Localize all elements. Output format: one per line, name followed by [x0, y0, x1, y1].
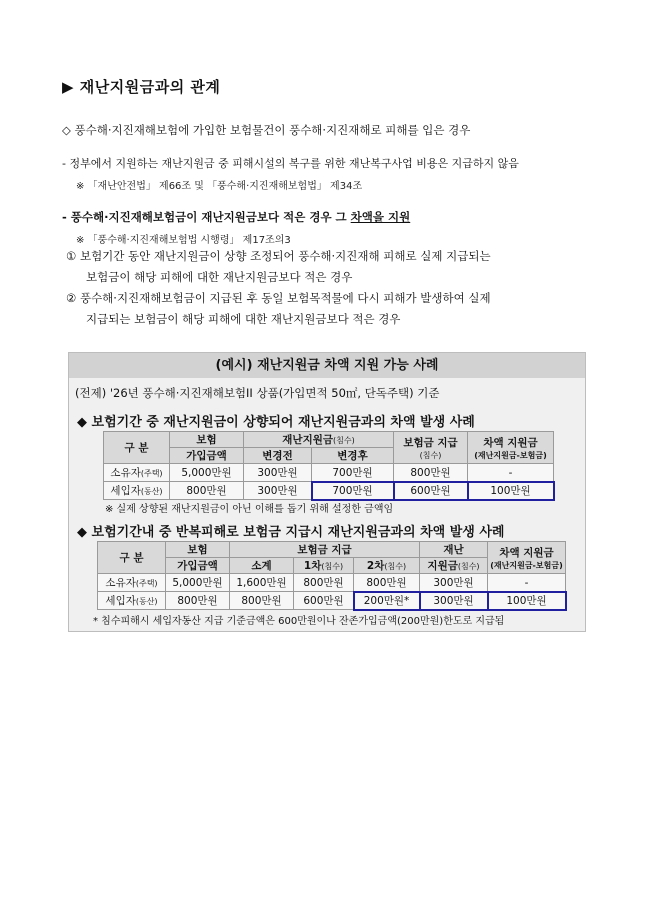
col-header-relief [244, 432, 394, 448]
rule-difference-text: - 풍수해·지진재해보험금이 재난지원금보다 적은 경우 그 [62, 210, 351, 224]
col-header-difference-sub: (재난지원금-보험금) [474, 450, 547, 460]
col-header-category: 구 분 [104, 432, 170, 464]
cell-first: 600만원 [294, 592, 354, 610]
col-header-second [354, 558, 420, 574]
cell-first: 800만원 [294, 574, 354, 592]
col-header-insurance-sub: (침수) [419, 450, 442, 460]
col-header-insurance [394, 432, 468, 464]
col-header-category: 구 분 [98, 542, 166, 574]
row-tag: (주택) [135, 579, 158, 588]
col-header-relief-sub: (침수) [457, 562, 480, 571]
case-condition: ◇ 풍수해·지진재해보험에 가입한 보험물건이 풍수해·지진재해로 피해를 입은 경우 [62, 123, 471, 137]
table-row [98, 574, 566, 592]
col-header-difference [488, 542, 566, 574]
cell-difference-highlighted: 100만원 [488, 592, 566, 610]
cell-difference: - [488, 574, 566, 592]
cell-amount: 800만원 [166, 592, 230, 610]
cell-before: 300만원 [244, 464, 312, 482]
cell-difference-highlighted: 100만원 [468, 482, 554, 500]
col-header-relief-bottom [420, 558, 488, 574]
row-who: 세입자 [105, 595, 136, 607]
col-header-after: 변경후 [312, 448, 394, 464]
condition-item-2-line-2: 지급되는 보험금이 해당 피해에 대한 재난지원금보다 적은 경우 [86, 312, 401, 326]
row-label [98, 574, 166, 592]
cell-before: 300만원 [244, 482, 312, 500]
cell-insurance: 800만원 [394, 464, 468, 482]
condition-item-2-line-1: ② 풍수해·지진재해보험금이 지급된 후 동일 보험목적물에 다시 피해가 발생하여 실제 [66, 291, 491, 305]
col-header-second-sub: (침수) [384, 562, 407, 571]
rule-difference-underlined: 차액을 지원 [350, 210, 411, 224]
cell-after: 700만원 [312, 464, 394, 482]
col-header-relief-sub: (침수) [333, 436, 355, 445]
cell-second: 800만원 [354, 574, 420, 592]
cell-relief-highlighted: 300만원 [420, 592, 488, 610]
case-2-remark: * 침수피해시 세입자동산 지급 기준금액은 600만원이나 잔존가입금액(200만원)한도로 지급됨 [93, 616, 505, 627]
case-2-table [97, 541, 566, 610]
col-header-difference-label: 차액 지원금 [499, 546, 554, 559]
condition-item-1-line-1: ① 보험기간 동안 재난지원금이 상향 조정되어 풍수해·지진재해 피해로 실제 지급되는 [66, 249, 491, 263]
legal-reference-2: ※ 「풍수해·지진재해보험법 시행령」 제17조의3 [76, 235, 291, 246]
row-who: 세입자 [110, 485, 141, 497]
col-header-relief-top: 재난 [420, 542, 488, 558]
example-panel [68, 352, 586, 632]
case-1-table [103, 431, 554, 500]
col-header-first-sub: (침수) [321, 562, 344, 571]
col-header-first-label: 1차 [303, 560, 322, 572]
col-header-first [294, 558, 354, 574]
cell-difference: - [468, 464, 554, 482]
condition-item-1-line-2: 보험금이 해당 피해에 대한 재난지원금보다 적은 경우 [86, 270, 353, 284]
col-header-insurance: 보험금 지급 [230, 542, 420, 558]
col-header-relief-label: 재난지원금 [282, 434, 333, 446]
legal-reference-1: ※ 「재난안전법」 제66조 및 「풍수해·지진재해보험법」 제34조 [76, 181, 363, 192]
case-1-heading: ◆ 보험기간 중 재난지원금이 상향되어 재난지원금과의 차액 발생 사례 [77, 415, 475, 430]
row-label [104, 482, 170, 500]
row-tag: (동산) [135, 597, 158, 606]
rule-difference-support [62, 209, 410, 225]
col-header-insurance-label: 보험금 지급 [403, 436, 458, 449]
table-row [104, 482, 554, 500]
col-header-amount-bottom: 가입금액 [166, 558, 230, 574]
col-header-difference [468, 432, 554, 464]
row-who: 소유자 [105, 577, 136, 589]
cell-amount: 800만원 [170, 482, 244, 500]
row-tag: (주택) [140, 469, 163, 478]
col-header-second-label: 2차 [366, 560, 385, 572]
col-header-difference-label: 차액 지원금 [483, 436, 538, 449]
cell-relief: 300만원 [420, 574, 488, 592]
row-tag: (동산) [140, 487, 163, 496]
cell-second-highlighted: 200만원* [354, 592, 420, 610]
cell-total: 1,600만원 [230, 574, 294, 592]
cell-insurance-highlighted: 600만원 [394, 482, 468, 500]
row-label [98, 592, 166, 610]
col-header-amount-top: 보험 [166, 542, 230, 558]
row-label [104, 464, 170, 482]
cell-after-highlighted: 700만원 [312, 482, 394, 500]
col-header-total: 소계 [230, 558, 294, 574]
case-2-heading: ◆ 보험기간내 중 반복피해로 보험금 지급시 재난지원금과의 차액 발생 사례 [77, 525, 505, 540]
example-panel-title: (예시) 재난지원금 차액 지원 가능 사례 [69, 353, 585, 378]
col-header-relief-label: 지원금 [427, 560, 458, 572]
col-header-difference-sub: (재난지원금-보험금) [490, 560, 563, 570]
cell-amount: 5,000만원 [166, 574, 230, 592]
row-who: 소유자 [110, 467, 141, 479]
case-1-remark: ※ 실제 상향된 재난지원금이 아닌 이해를 돕기 위해 설정한 금액임 [105, 504, 394, 515]
col-header-amount-top: 보험 [170, 432, 244, 448]
col-header-before: 변경전 [244, 448, 312, 464]
col-header-amount-bottom: 가입금액 [170, 448, 244, 464]
rule-no-recovery-cost: - 정부에서 지원하는 재난지원금 중 피해시설의 복구를 위한 재난복구사업 비용은 지급하지 않음 [62, 157, 519, 170]
condition-item-1 [66, 246, 491, 288]
table-row [104, 464, 554, 482]
example-premise: (전제) '26년 풍수해·지진재해보험II 상품(가입면적 50㎡, 단독주택) 기준 [75, 386, 440, 400]
cell-amount: 5,000만원 [170, 464, 244, 482]
section-heading: ▶ 재난지원금과의 관계 [62, 78, 221, 96]
condition-item-2 [66, 288, 491, 330]
cell-total: 800만원 [230, 592, 294, 610]
table-row [98, 592, 566, 610]
